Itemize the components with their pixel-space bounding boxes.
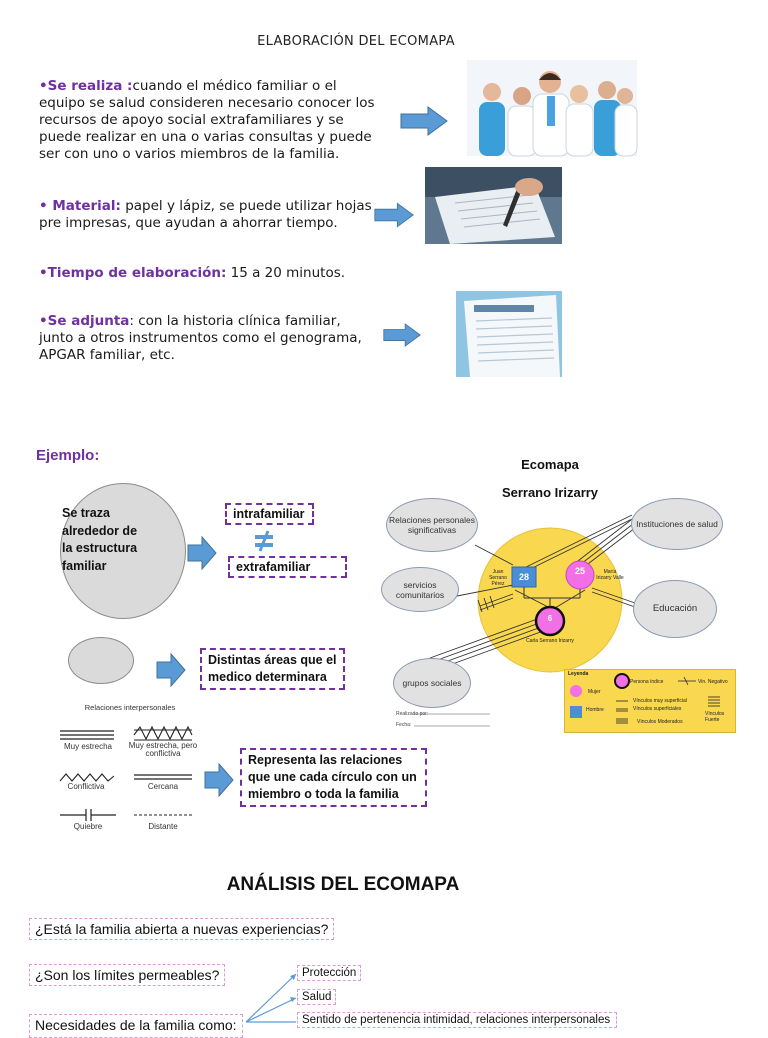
relation-label: Distante [148, 822, 178, 831]
node-servicios: servicios comunitarios [381, 567, 459, 612]
intrafamiliar-box: intrafamiliar [225, 503, 314, 525]
legend-title: Leyenda [568, 671, 589, 677]
legend-fuerte: Vínculos Fuerte [705, 711, 725, 723]
item-se-adjunta [39, 313, 369, 364]
node-educacion: Educación [633, 580, 717, 638]
item-text: 15 a 20 minutos. [226, 265, 346, 281]
item-text: : con la historia clínica familiar, junto a otros instrumentos como el genograma, APGAR familiar, etc. [39, 313, 362, 363]
writing-paper-image [425, 167, 562, 244]
need-salud: Salud [297, 989, 336, 1005]
relation-label: Cercana [147, 782, 179, 791]
clinical-history-image [456, 291, 562, 377]
arrow-right-icon [400, 106, 448, 136]
realizado-label: Realizado por: [396, 711, 429, 717]
ecomapa-family-name: Serrano Irizarry [501, 485, 599, 500]
item-se-realiza [39, 78, 379, 163]
child-age: 6 [547, 614, 553, 623]
legend-mujer: Mujer [588, 689, 601, 695]
relation-label: Muy estrecha [63, 742, 113, 751]
analysis-title: ANÁLISIS DEL ECOMAPA [226, 874, 460, 895]
item-keyword: •Tiempo de elaboración: [39, 265, 227, 281]
extrafamiliar-box: extrafamiliar [228, 556, 347, 578]
node-instituciones: Instituciones de salud [631, 498, 723, 550]
item-material [39, 198, 374, 232]
node-relaciones: Relaciones personales significativas [386, 498, 478, 552]
question-open: ¿Está la familia abierta a nuevas experiencias? [29, 918, 334, 940]
legend-indice: Persona índice [630, 679, 664, 685]
legend-moderados: Vínculos Moderados [637, 719, 683, 725]
page-title: ELABORACIÓN DEL ECOMAPA [257, 34, 455, 49]
example-label: Ejemplo: [36, 447, 100, 464]
relation-label: Conflictiva [67, 782, 105, 791]
mother-name: María Irizarry Valle [596, 569, 624, 581]
family-structure-text: Se traza alrededor de la estructura familiar [62, 506, 138, 573]
father-name: Juan Serrano Pérez [489, 569, 507, 587]
legend-muy-superficial: Vínculos muy superficial [633, 698, 687, 704]
question-limits: ¿Son los límites permeables? [29, 964, 225, 986]
father-age: 28 [518, 572, 529, 582]
relations-title: Relaciones interpersonales [84, 703, 176, 712]
relations-explain-box: Representa las relaciones que une cada círculo con un miembro o toda la familia [240, 748, 427, 807]
not-equal-icon [253, 530, 275, 552]
item-tiempo [39, 265, 399, 282]
child-name: Carla Serrano Irizarry [526, 638, 574, 644]
arrow-right-icon [187, 536, 217, 570]
relation-lines-icon [58, 808, 198, 822]
arrow-right-icon [204, 763, 234, 797]
item-keyword: •Se realiza : [39, 78, 133, 94]
areas-box: Distintas áreas que el medico determinara [200, 648, 345, 690]
legend-negativo: Vin. Negativo [698, 679, 728, 685]
item-text: cuando el médico familiar o el equipo se salud consideren necesario conocer los recursos de apoyo social extrafamiliares y se puede realizar en una o varias consultas y puede ser con uno o varios miembros de la familia. [39, 78, 375, 162]
fecha-label: Fecha: [396, 722, 412, 728]
doctors-team-image [467, 60, 637, 156]
question-needs: Necesidades de la familia como: [29, 1014, 243, 1038]
area-oval [68, 637, 134, 684]
ecomapa-title: Ecomapa [521, 457, 579, 472]
relation-label: Quiebre [73, 822, 103, 831]
arrow-right-icon [374, 200, 414, 230]
arrow-right-icon [156, 653, 186, 687]
need-proteccion: Protección [297, 965, 361, 981]
item-keyword: • Material: [39, 198, 121, 214]
legend-superficiales: Vínculos superficiales [633, 706, 682, 712]
mother-age: 25 [574, 566, 585, 576]
need-pertenencia: Sentido de pertenencia intimidad, relaciones interpersonales [297, 1012, 617, 1028]
legend-hombre: Hombre [586, 707, 604, 713]
node-grupos: grupos sociales [393, 658, 471, 708]
item-text: papel y lápiz, se puede utilizar hojas pre impresas, que ayudan a ahorrar tiempo. [39, 198, 372, 231]
item-keyword: •Se adjunta [39, 313, 130, 329]
arrow-right-icon [383, 320, 421, 350]
relation-label: Muy estrecha, pero conflictiva [128, 741, 198, 758]
